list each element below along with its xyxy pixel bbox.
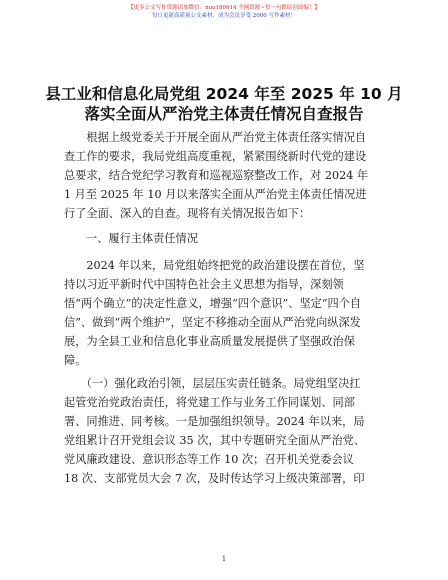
text-line: 起管党治党政治责任，将党建工作与业务工作同谋划、同部 (64, 396, 355, 409)
text-line: 18 次、支部党员大会 7 次，及时传达学习上级决策部署，印 (64, 472, 365, 485)
text-line: 信”、做到“两个维护”，坚定不移推动全面从严治党向纵深发 (64, 316, 361, 329)
text-line: 障。 (64, 354, 87, 367)
text-line: 行了全面、深入的自查。现将有关情况报告如下： (64, 207, 311, 220)
document-title (0, 84, 448, 124)
text-line: 2024 年以来，局党组始终把党的政治建设摆在首位，坚 (64, 259, 365, 272)
text-line: 党组累计召开党组会议 35 次，其中专题研究全面从严治党、 (64, 434, 366, 447)
text-line: 展，为全县工业和信息化事业高质量发展提供了坚强政治保 (64, 335, 355, 348)
text-line: 查工作的要求，我局党组高度重视，紧紧围绕新时代党的建设 (64, 150, 367, 163)
text-line: 党风廉政建设、意识形态等工作 10 次；召开机关党委会议 (64, 453, 354, 466)
promo-banner-line-2: 每日更新高质量公文素材，成为会员享受 2000 写作素材！ (152, 13, 296, 19)
text-line: 持以习近平新时代中国特色社会主义思想为指导，深刻领 (64, 278, 344, 291)
intro-paragraph (64, 128, 390, 223)
text-line: 总要求，结合党纪学习教育和巡视巡察整改工作，对 2024 年 (64, 169, 369, 182)
text-line: 1 月至 2025 年 10 月以来落实全面从严治党主体责任情况进 (64, 188, 367, 201)
page-number: 1 (221, 555, 227, 563)
promo-banner-line-1: 【更多公文写作资源请加微信：nuo180914 全网资源~每一句都原创改编！】 (128, 5, 320, 11)
document-body (64, 128, 390, 488)
promo-banner (0, 4, 448, 20)
section-heading: 一、履行主体责任情况 (86, 232, 198, 245)
text-line: 署、同推进、同考核。一是加强组织领导。2024 年以来，局 (64, 415, 365, 428)
section-paragraph-1 (64, 256, 390, 370)
text-line: 悟“两个确立”的决定性意义，增强“四个意识”、坚定“四个自 (64, 297, 362, 310)
section-paragraph-2 (64, 374, 390, 488)
title-line-1: 县工业和信息化局党组 2024 年至 2025 年 10 月 (45, 85, 403, 103)
text-line: 根据上级党委关于开展全面从严治党主体责任落实情况自 (64, 131, 367, 144)
title-line-2: 落实全面从严治党主体责任情况自查报告 (84, 105, 364, 123)
text-line: （一）强化政治引领，层层压实责任链条。局党组坚决扛 (64, 377, 361, 390)
